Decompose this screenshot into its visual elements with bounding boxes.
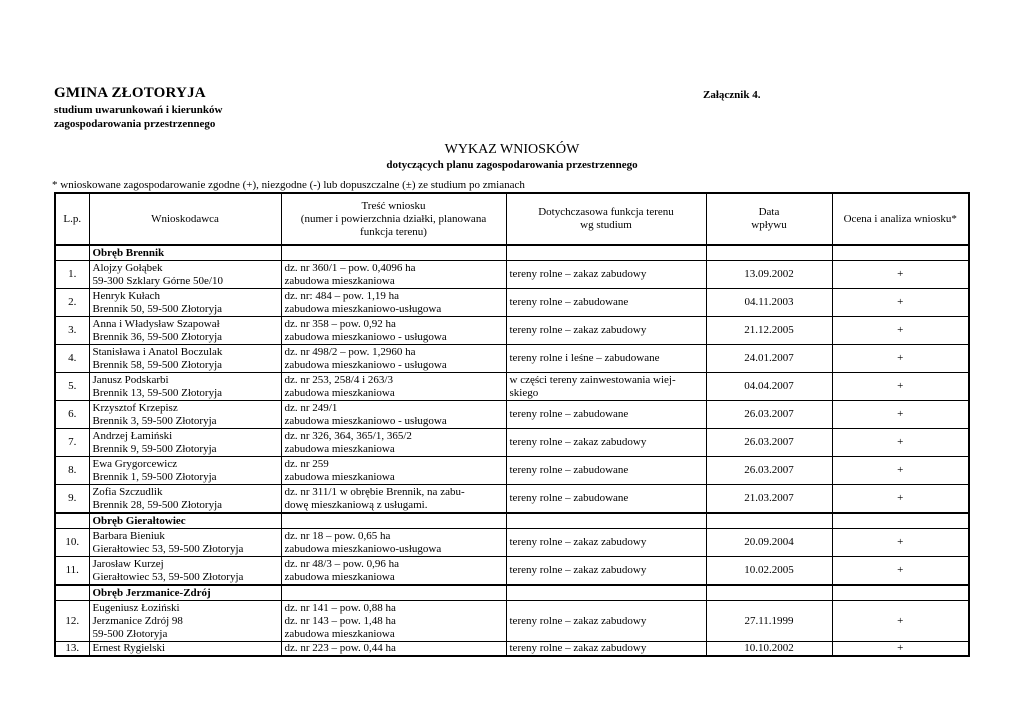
study-subtitle-line2: zagospodarowania przestrzennego [54, 118, 216, 130]
cell-applicant: Andrzej Łamiński Brennik 9, 59-500 Złotoryja [89, 429, 281, 457]
cell-evaluation: + [832, 317, 969, 345]
precinct-spacer [706, 245, 832, 261]
cell-evaluation: + [832, 457, 969, 485]
table-row [55, 345, 969, 373]
precinct-spacer [281, 513, 506, 529]
col-header-content: Treść wniosku (numer i powierzchnia działki, planowana funkcja terenu) [281, 193, 506, 245]
precinct-row [55, 245, 969, 261]
cell-evaluation: + [832, 601, 969, 642]
cell-date: 10.10.2002 [706, 642, 832, 657]
table-body [55, 245, 969, 656]
table-row [55, 485, 969, 514]
cell-date: 04.11.2003 [706, 289, 832, 317]
cell-date: 26.03.2007 [706, 457, 832, 485]
cell-function: tereny rolne – zakaz zabudowy [506, 429, 706, 457]
cell-evaluation: + [832, 429, 969, 457]
cell-content: dz. nr 249/1 zabudowa mieszkaniowo - usługowa [281, 401, 506, 429]
precinct-row [55, 585, 969, 601]
cell-date: 26.03.2007 [706, 429, 832, 457]
cell-applicant: Krzysztof Krzepisz Brennik 3, 59-500 Złotoryja [89, 401, 281, 429]
precinct-spacer [832, 513, 969, 529]
table-row [55, 457, 969, 485]
cell-lp: 8. [55, 457, 89, 485]
table-row [55, 261, 969, 289]
cell-lp: 4. [55, 345, 89, 373]
table-row [55, 429, 969, 457]
precinct-spacer [706, 513, 832, 529]
cell-evaluation: + [832, 401, 969, 429]
cell-lp: 3. [55, 317, 89, 345]
cell-date: 21.12.2005 [706, 317, 832, 345]
table-row [55, 529, 969, 557]
cell-function: tereny rolne – zabudowane [506, 401, 706, 429]
precinct-name: Obręb Jerzmanice-Zdrój [89, 585, 281, 601]
table-row [55, 317, 969, 345]
cell-function: tereny rolne – zakaz zabudowy [506, 317, 706, 345]
cell-date: 04.04.2007 [706, 373, 832, 401]
precinct-spacer [55, 585, 89, 601]
cell-date: 20.09.2004 [706, 529, 832, 557]
cell-lp: 10. [55, 529, 89, 557]
cell-content: dz. nr 141 – pow. 0,88 ha dz. nr 143 – pow. 1,48 ha zabudowa mieszkaniowa [281, 601, 506, 642]
cell-date: 21.03.2007 [706, 485, 832, 514]
cell-evaluation: + [832, 373, 969, 401]
cell-content: dz. nr 259 zabudowa mieszkaniowa [281, 457, 506, 485]
municipality-title: GMINA ZŁOTORYJA [54, 85, 206, 101]
table-row [55, 373, 969, 401]
cell-lp: 12. [55, 601, 89, 642]
cell-function: tereny rolne – zakaz zabudowy [506, 529, 706, 557]
cell-evaluation: + [832, 642, 969, 657]
precinct-spacer [55, 513, 89, 529]
cell-lp: 13. [55, 642, 89, 657]
cell-function: tereny rolne – zakaz zabudowy [506, 601, 706, 642]
cell-lp: 6. [55, 401, 89, 429]
document-subtitle: dotyczących planu zagospodarowania przestrzennego [386, 159, 638, 171]
precinct-name: Obręb Gierałtowiec [89, 513, 281, 529]
cell-function: tereny rolne – zabudowane [506, 485, 706, 514]
col-header-date: Data wpływu [706, 193, 832, 245]
precinct-spacer [706, 585, 832, 601]
cell-applicant: Henryk Kułach Brennik 50, 59-500 Złotoryja [89, 289, 281, 317]
cell-content: dz. nr 223 – pow. 0,44 ha [281, 642, 506, 657]
precinct-spacer [281, 585, 506, 601]
document-title: WYKAZ WNIOSKÓW [444, 142, 580, 157]
cell-date: 24.01.2007 [706, 345, 832, 373]
cell-content: dz. nr 18 – pow. 0,65 ha zabudowa mieszkaniowo-usługowa [281, 529, 506, 557]
precinct-spacer [281, 245, 506, 261]
applications-table [54, 192, 970, 657]
cell-applicant: Eugeniusz Łoziński Jerzmanice Zdrój 98 59-500 Złotoryja [89, 601, 281, 642]
cell-applicant: Ernest Rygielski [89, 642, 281, 657]
cell-lp: 9. [55, 485, 89, 514]
cell-function: tereny rolne – zakaz zabudowy [506, 642, 706, 657]
cell-evaluation: + [832, 529, 969, 557]
table-row [55, 642, 969, 657]
cell-evaluation: + [832, 345, 969, 373]
cell-date: 13.09.2002 [706, 261, 832, 289]
cell-applicant: Zofia Szczudlik Brennik 28, 59-500 Złotoryja [89, 485, 281, 514]
cell-function: w części tereny zainwestowania wiej- skiego [506, 373, 706, 401]
precinct-spacer [506, 585, 706, 601]
cell-lp: 5. [55, 373, 89, 401]
cell-applicant: Jarosław Kurzej Gierałtowiec 53, 59-500 Złotoryja [89, 557, 281, 586]
precinct-spacer [55, 245, 89, 261]
precinct-spacer [506, 245, 706, 261]
cell-function: tereny rolne – zabudowane [506, 289, 706, 317]
precinct-name: Obręb Brennik [89, 245, 281, 261]
cell-function: tereny rolne i leśne – zabudowane [506, 345, 706, 373]
cell-content: dz. nr 358 – pow. 0,92 ha zabudowa mieszkaniowo - usługowa [281, 317, 506, 345]
precinct-row [55, 513, 969, 529]
precinct-spacer [832, 585, 969, 601]
cell-applicant: Barbara Bieniuk Gierałtowiec 53, 59-500 Złotoryja [89, 529, 281, 557]
precinct-spacer [506, 513, 706, 529]
cell-evaluation: + [832, 485, 969, 514]
cell-content: dz. nr 498/2 – pow. 1,2960 ha zabudowa mieszkaniowo - usługowa [281, 345, 506, 373]
study-subtitle-line1: studium uwarunkowań i kierunków [54, 104, 223, 116]
cell-lp: 1. [55, 261, 89, 289]
cell-evaluation: + [832, 261, 969, 289]
cell-lp: 7. [55, 429, 89, 457]
table-row [55, 289, 969, 317]
cell-content: dz. nr 311/1 w obrębie Brennik, na zabu- dowę mieszkaniową z usługami. [281, 485, 506, 514]
cell-date: 10.02.2005 [706, 557, 832, 586]
cell-applicant: Stanisława i Anatol Boczulak Brennik 58, 59-500 Złotoryja [89, 345, 281, 373]
cell-content: dz. nr 360/1 – pow. 0,4096 ha zabudowa mieszkaniowa [281, 261, 506, 289]
cell-lp: 2. [55, 289, 89, 317]
cell-date: 26.03.2007 [706, 401, 832, 429]
cell-applicant: Alojzy Gołąbek 59-300 Szklary Górne 50e/10 [89, 261, 281, 289]
table-row [55, 557, 969, 586]
col-header-function: Dotychczasowa funkcja terenu wg studium [506, 193, 706, 245]
table-row [55, 401, 969, 429]
cell-date: 27.11.1999 [706, 601, 832, 642]
precinct-spacer [832, 245, 969, 261]
table-header-row [55, 193, 969, 245]
cell-lp: 11. [55, 557, 89, 586]
col-header-evaluation: Ocena i analiza wniosku* [832, 193, 969, 245]
annex-label: Załącznik 4. [703, 89, 761, 101]
cell-function: tereny rolne – zakaz zabudowy [506, 557, 706, 586]
cell-function: tereny rolne – zakaz zabudowy [506, 261, 706, 289]
cell-content: dz. nr 48/3 – pow. 0,96 ha zabudowa mieszkaniowa [281, 557, 506, 586]
cell-applicant: Ewa Grygorcewicz Brennik 1, 59-500 Złotoryja [89, 457, 281, 485]
cell-evaluation: + [832, 557, 969, 586]
table-row [55, 601, 969, 642]
cell-applicant: Anna i Władysław Szapował Brennik 36, 59-500 Złotoryja [89, 317, 281, 345]
cell-content: dz. nr: 484 – pow. 1,19 ha zabudowa mieszkaniowo-usługowa [281, 289, 506, 317]
cell-evaluation: + [832, 289, 969, 317]
cell-applicant: Janusz Podskarbi Brennik 13, 59-500 Złotoryja [89, 373, 281, 401]
footnote: * wnioskowane zagospodarowanie zgodne (+), niezgodne (-) lub dopuszczalne (±) ze studium po zmianach [52, 179, 525, 191]
cell-content: dz. nr 326, 364, 365/1, 365/2 zabudowa mieszkaniowa [281, 429, 506, 457]
col-header-lp: L.p. [55, 193, 89, 245]
col-header-applicant: Wnioskodawca [89, 193, 281, 245]
cell-content: dz. nr 253, 258/4 i 263/3 zabudowa mieszkaniowa [281, 373, 506, 401]
cell-function: tereny rolne – zabudowane [506, 457, 706, 485]
